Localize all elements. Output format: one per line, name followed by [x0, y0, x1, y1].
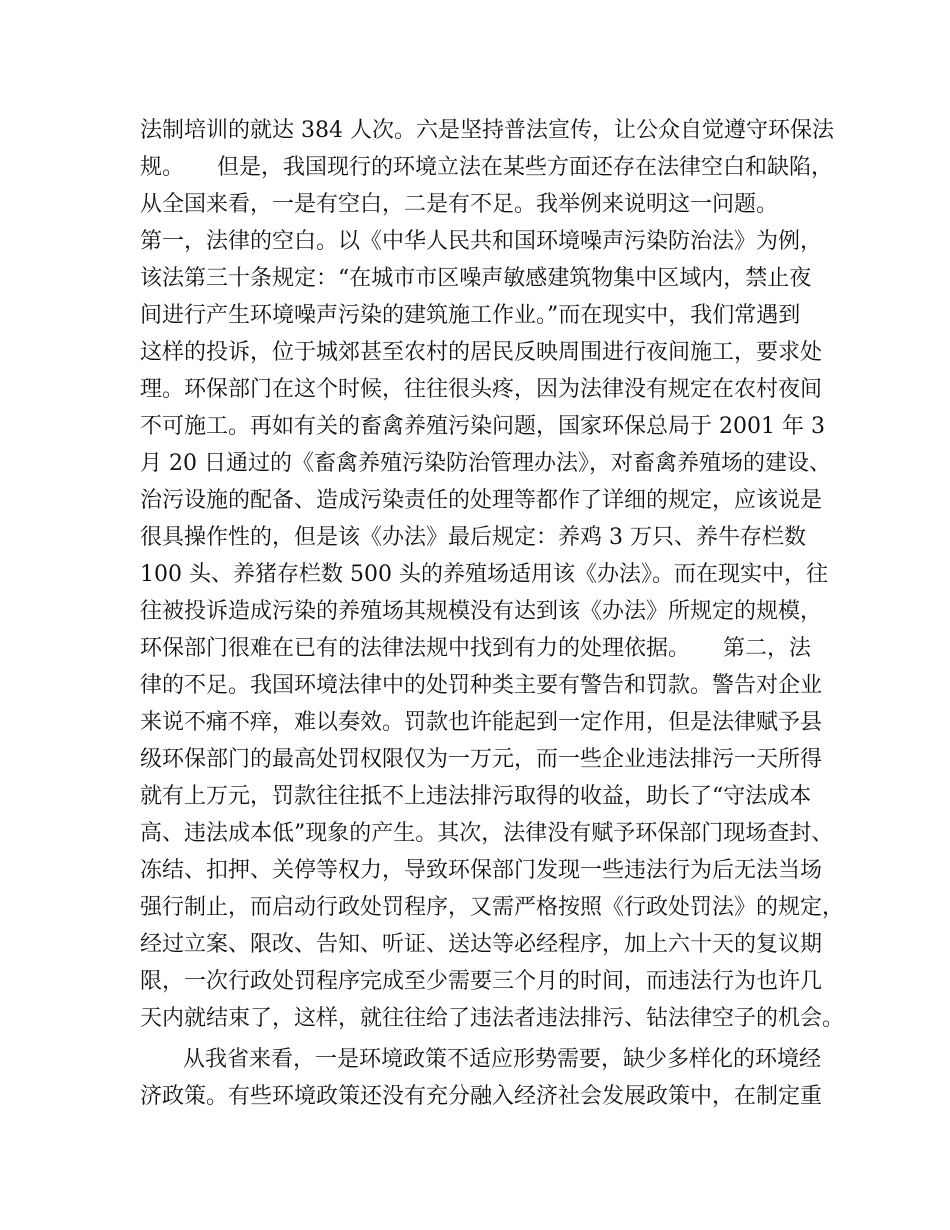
text-line: 就有上万元，罚款往往抵不上违法排污取得的收益，助长了“守法成本 — [140, 784, 812, 809]
paragraph-first-line: 从我省来看，一是环境政策不适应形势需要，缺少多样化的环境经 — [183, 1047, 822, 1072]
text-line: 天内就结束了，这样，就往往给了违法者违法排污、钻法律空子的机会。 — [140, 1006, 845, 1031]
text-line: 环保部门很难在已有的法律法规中找到有力的处理依据。 第二，法 — [140, 636, 812, 661]
text-line: 月 20 日通过的《畜禽养殖污染防治管理办法》，对畜禽养殖场的建设、 — [140, 451, 831, 476]
text-line: 济政策。有些环境政策还没有充分融入经济社会发展政策中，在制定重 — [140, 1084, 823, 1109]
text-line: 来说不痛不痒，难以奏效。罚款也许能起到一定作用，但是法律赋予县 — [140, 710, 823, 735]
text-line: 规。 但是，我国现行的环境立法在某些方面还存在法律空白和缺陷， — [140, 155, 834, 180]
text-line: 冻结、扣押、关停等权力，导致环保部门发现一些违法行为后无法当场 — [140, 858, 823, 883]
text-line: 法制培训的就达 384 人次。六是坚持普法宣传，让公众自觉遵守环保法 — [140, 118, 834, 143]
text-line: 经过立案、限改、告知、听证、送达等必经程序，加上六十天的复议期 — [140, 932, 823, 957]
text-line: 高、违法成本低”现象的产生。其次，法律没有赋予环保部门现场查封、 — [140, 821, 834, 846]
text-line: 这样的投诉，位于城郊甚至农村的居民反映周围进行夜间施工，要求处 — [140, 340, 823, 365]
body-text — [140, 112, 845, 1115]
text-line: 该法第三十条规定：“在城市市区噪声敏感建筑物集中区域内，禁止夜 — [140, 266, 812, 291]
text-line: 不可施工。再如有关的畜禽养殖污染问题，国家环保总局于 2001 年 3 — [140, 414, 825, 439]
text-line: 100 头、养猪存栏数 500 头的养殖场适用该《办法》。而在现实中，往 — [140, 562, 828, 587]
text-line: 第一，法律的空白。以《中华人民共和国环境噪声污染防治法》为例， — [140, 229, 823, 254]
text-line: 限，一次行政处罚程序完成至少需要三个月的时间，而违法行为也许几 — [140, 969, 823, 994]
text-line: 间进行产生环境噪声污染的建筑施工作业。”而在现实中，我们常遇到 — [140, 303, 801, 328]
text-line: 强行制止，而启动行政处罚程序，又需严格按照《行政处罚法》的规定， — [140, 895, 845, 920]
text-line: 往被投诉造成污染的养殖场其规模没有达到该《办法》所规定的规模， — [140, 599, 823, 624]
text-line: 律的不足。我国环境法律中的处罚种类主要有警告和罚款。警告对企业 — [140, 673, 823, 698]
text-line: 理。环保部门在这个时候，往往很头疼，因为法律没有规定在农村夜间 — [140, 377, 823, 402]
text-line: 从全国来看，一是有空白，二是有不足。我举例来说明这一问题。 — [140, 192, 779, 217]
text-line: 级环保部门的最高处罚权限仅为一万元，而一些企业违法排污一天所得 — [140, 747, 823, 772]
text-line: 很具操作性的，但是该《办法》最后规定：养鸡 3 万只、养牛存栏数 — [140, 525, 806, 550]
text-line: 治污设施的配备、造成污染责任的处理等都作了详细的规定，应该说是 — [140, 488, 823, 513]
